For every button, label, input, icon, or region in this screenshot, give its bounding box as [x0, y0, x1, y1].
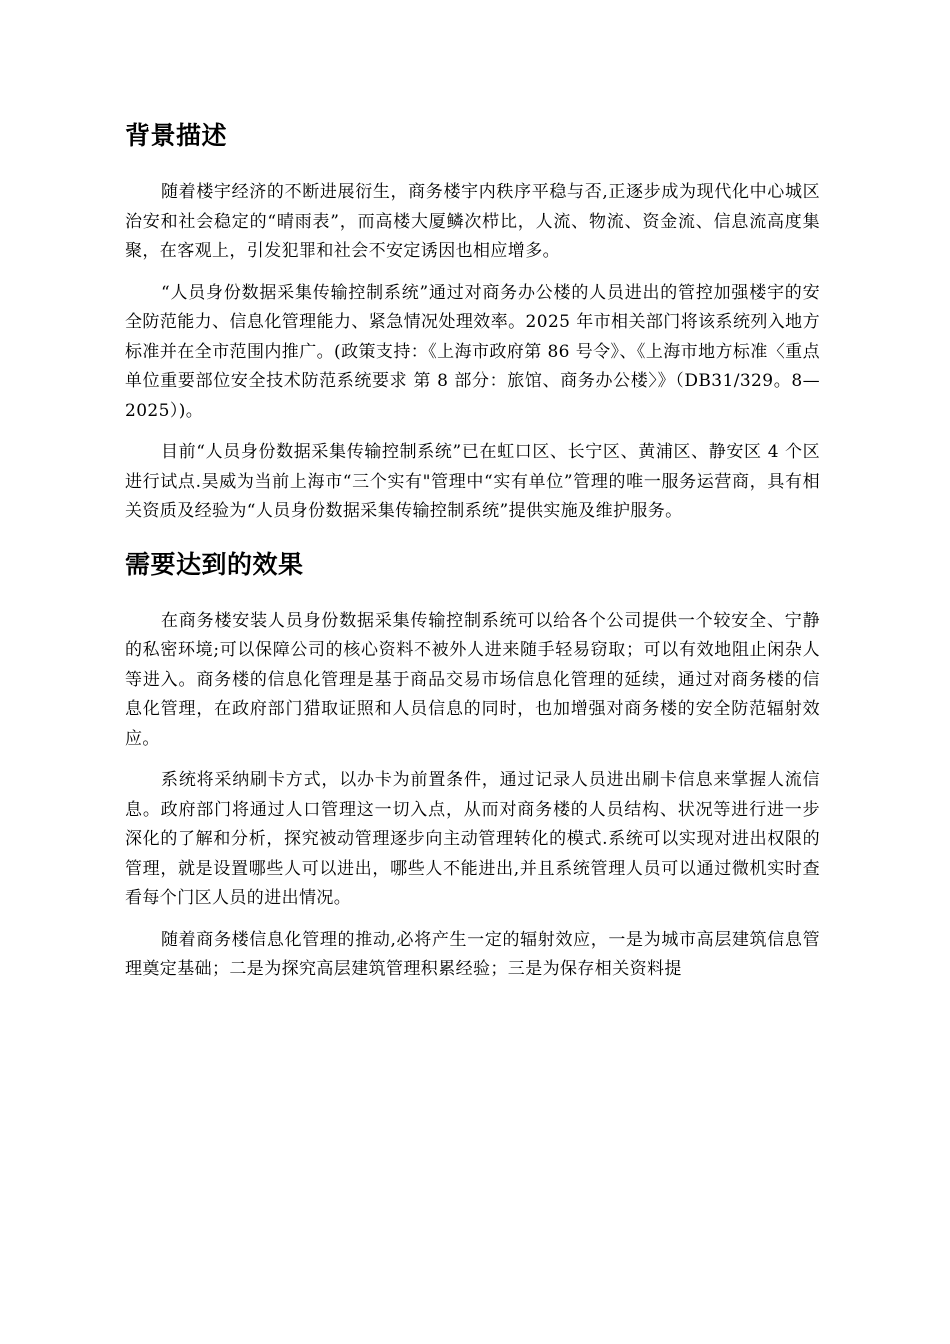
- paragraph: 在商务楼安装人员身份数据采集传输控制系统可以给各个公司提供一个较安全、宁静的私密环境;可以保障公司的核心资料不被外人进来随手轻易窃取；可以有效地阻止闲杂人等进入。商务楼的信息化管理是基于商品交易市场信息化管理的延续，通过对商务楼的信息化管理，在政府部门猎取证照和人员信息的同时，也加增强对商务楼的安全防范辐射效应。: [125, 610, 820, 749]
- section-background: [125, 112, 820, 527]
- paragraph: 系统将采纳刷卡方式，以办卡为前置条件，通过记录人员进出刷卡信息来掌握人流信息。政府部门将通过人口管理这一切入点，从而对商务楼的人员结构、状况等进行进一步深化的了解和分析，探究被动管理逐步向主动管理转化的模式.系统可以实现对进出权限的管理，就是设置哪些人可以进出，哪些人不能进出,并且系统管理人员可以通过微机实时查看每个门区人员的进出情况。: [125, 770, 820, 908]
- section-expected-effects: [125, 541, 820, 985]
- paragraph: 随着楼宇经济的不断进展衍生，商务楼宇内秩序平稳与否,正逐步成为现代化中心城区治安和社会稳定的“晴雨表”，而高楼大厦鳞次栉比，人流、物流、资金流、信息流高度集聚，在客观上，引发犯罪和社会不安定诱因也相应增多。: [125, 182, 820, 261]
- paragraph: “人员身份数据采集传输控制系统”通过对商务办公楼的人员进出的管控加强楼宇的安全防范能力、信息化管理能力、紧急情况处理效率。2025 年市相关部门将该系统列入地方标准并在全市范围内推广。(政策支持：《上海市政府第 86 号令》、《上海市地方标准〈重点单位重要部位安全技术防范系统要求 第 8 部分：旅馆、商务办公楼〉》（DB31/329。8—2025）)。: [125, 282, 820, 421]
- document-body: [125, 112, 820, 997]
- paragraph: 随着商务楼信息化管理的推动,必将产生一定的辐射效应，一是为城市高层建筑信息管理奠定基础；二是为探究高层建筑管理积累经验；三是为保存相关资料提: [125, 929, 820, 979]
- section-heading: 背景描述: [125, 121, 228, 150]
- paragraph: 目前“人员身份数据采集传输控制系统”已在虹口区、长宁区、黄浦区、静安区 4 个区进行试点.昊威为当前上海市“三个实有"管理中“实有单位”管理的唯一服务运营商，具有相关资质及经验为“人员身份数据采集传输控制系统”提供实施及维护服务。: [125, 442, 820, 521]
- section-heading: 需要达到的效果: [125, 549, 304, 579]
